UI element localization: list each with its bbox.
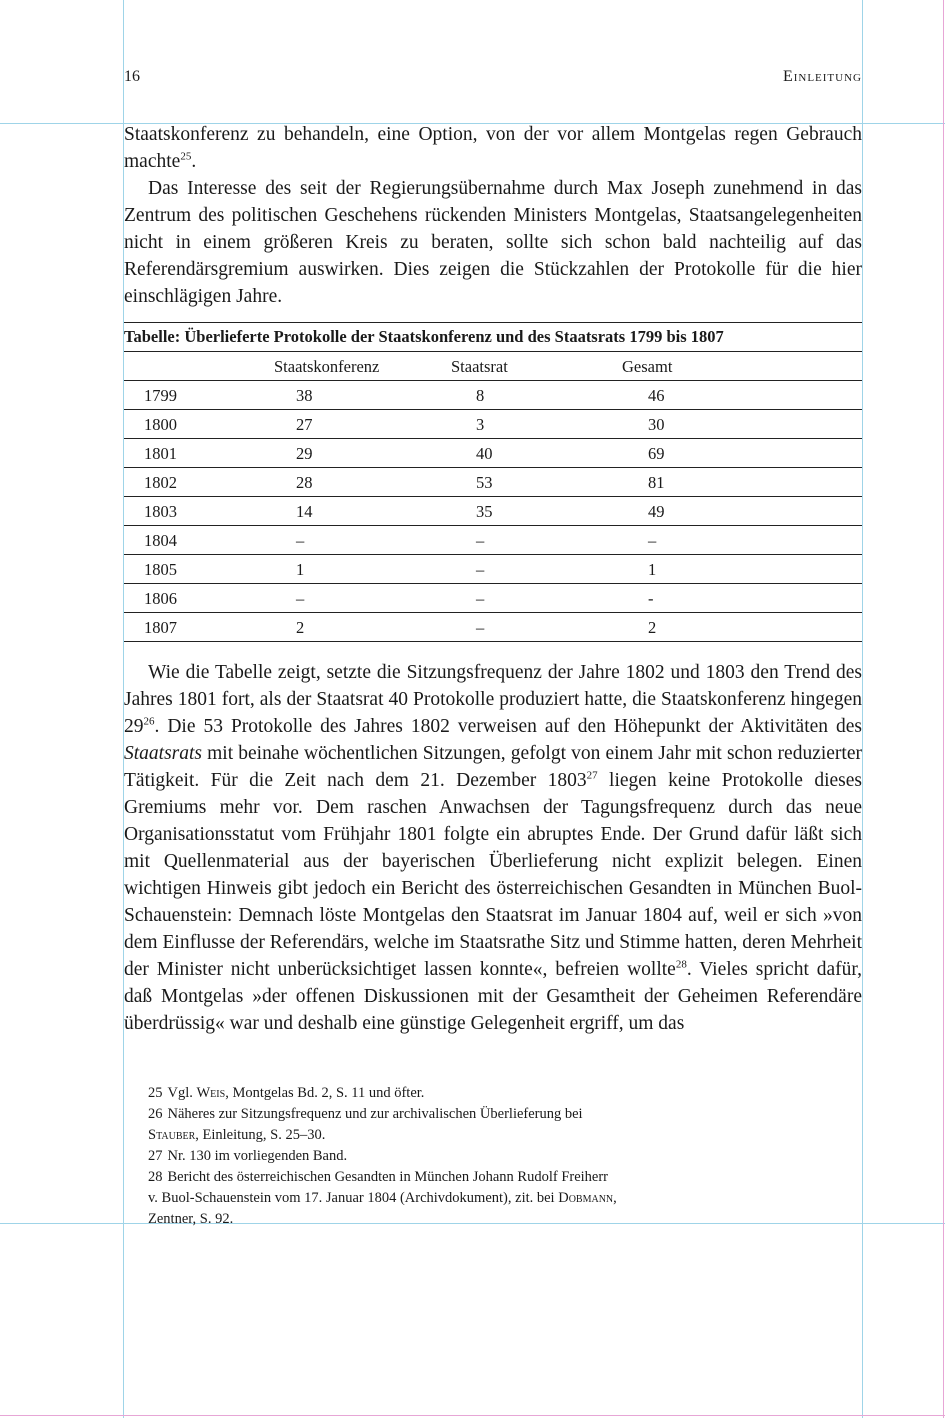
table-row [124,439,862,468]
gesamt-cell: 49 [648,502,665,521]
author-name: Weis [196,1085,226,1101]
staatsrat-cell: – [476,618,485,637]
page-number: 16 [124,68,140,85]
staatskonferenz-cell: – [296,531,305,550]
margin-bottom [0,1415,945,1416]
staatsrat-cell: 3 [476,415,485,434]
staatskonferenz-cell: 1 [296,560,305,579]
table-row [124,381,862,410]
staatsrat-cell: – [476,560,485,579]
staatskonferenz-cell: – [296,589,305,608]
staatsrat-cell: – [476,589,485,608]
staatskonferenz-cell: 27 [296,415,313,434]
table-row [124,497,862,526]
table-header-cell: Staatsrat [451,357,508,376]
footnote-27: 27 Nr. 130 im vorliegenden Band. [148,1146,788,1167]
year-cell: 1804 [144,531,177,550]
author-name: Stauber [148,1127,196,1143]
gesamt-cell: - [648,589,654,608]
year-cell: 1805 [144,560,177,579]
table-row [124,584,862,613]
table-row [124,468,862,497]
year-cell: 1806 [144,589,177,608]
year-cell: 1799 [144,386,177,405]
gesamt-cell: 1 [648,560,657,579]
footnote-ref-27[interactable]: 27 [586,769,598,782]
guide-right [862,0,863,1418]
protocol-table [124,322,862,642]
table-header-cell: Staatskonferenz [274,357,380,376]
paragraph-2: Das Interesse des seit der Regierungsübernahme durch Max Joseph zunehmend in das Zentrum des politischen Geschehens rückenden Ministers Montgelas, Staatsangelegenheiten nicht in einem größeren Kreis zu beraten, sollte sich schon bald nachteilig auf das Referendärsgremium auswirken. Dies zeigen die Stückzahlen der Protokolle für die hier einschlägigen Jahre. [124,178,862,307]
footnote-26-cont: Stauber, Einleitung, S. 25–30. [148,1127,326,1143]
running-title: Einleitung [782,68,862,85]
staatsrat-cell: 40 [476,444,493,463]
footnotes [148,1083,788,1230]
table-header-row [124,352,862,381]
year-cell: 1800 [144,415,177,434]
footnote-number: 26 [148,1106,163,1122]
year-cell: 1807 [144,618,177,637]
table-row [124,555,862,584]
paragraph-1: Staatskonferenz zu behandeln, eine Option, von der vor allem Montgelas regen Gebrauch machte$^{25}$. [124,124,862,172]
footnote-26: 26 Näheres zur Sitzungsfrequenz und zur archivalischen Überlieferung bei [148,1104,788,1125]
staatsrat-cell: 35 [476,502,493,521]
footnote-28-cont: v. Buol-Schauenstein vom 17. Januar 1804 (Archivdokument), zit. bei Dobmann, [148,1190,617,1206]
gesamt-cell: 2 [648,618,657,637]
emphasis-staatsrats: Staatsrats [124,743,203,764]
footnote-28: 28 Bericht des österreichischen Gesandten in München Johann Rudolf Freiherr [148,1167,788,1188]
staatskonferenz-cell: 14 [296,502,313,521]
footnote-number: 28 [148,1169,163,1185]
staatskonferenz-cell: 2 [296,618,305,637]
margin-right [943,0,944,1418]
gesamt-cell: 81 [648,473,665,492]
gesamt-cell: 30 [648,415,665,434]
year-cell: 1803 [144,502,177,521]
table-row [124,613,862,642]
year-cell: 1801 [144,444,177,463]
running-head [124,68,862,88]
footnote-25: 25 Vgl. Weis, Montgelas Bd. 2, S. 11 und öfter. [148,1083,788,1104]
staatskonferenz-cell: 29 [296,444,313,463]
footnote-28-cont: Zentner, S. 92. [148,1211,234,1227]
footnote-number: 25 [148,1085,163,1101]
gesamt-cell: – [648,531,657,550]
staatsrat-cell: 8 [476,386,485,405]
table-row [124,526,862,555]
staatsrat-cell: – [476,531,485,550]
author-name: Dobmann [558,1190,614,1206]
paragraph-3: Wie die Tabelle zeigt, setzte die Sitzungsfrequenz der Jahre 1802 und 1803 den Trend des Jahres 1801 fort, als der Staatsrat 40 Protokolle produziert hatte, die Staatskonferenz hingegen $29^{26}$. Die 53 Protokolle des Jahres 1802 verweisen auf den Höhepunkt der Aktivitäten des Staatsrats mit beinahe wöchentlichen Sitzungen, gefolgt von einem Jahr mit schon reduzierter Tätigkeit. Für die Zeit nach dem 21. Dezember 1803$^{27}$ liegen keine Protokolle dieses Gremiums mehr vor. Dem raschen Anwachsen der Tagungsfrequenz durch das neue Organisationsstatut vom Frühjahr 1801 folgte ein abruptes Ende. Der Grund dafür läßt sich mit Quellenmaterial aus der bayerischen Überlieferung nicht explizit belegen. Einen wichtigen Hinweis gibt jedoch ein Bericht des österreichischen Gesandten in München Buol-Schauenstein: Demnach löste Montgelas den Staatsrat im Januar 1804 auf, weil er sich »von dem Einflusse der Referendärs, welche im Staatsrathe Sitz und Stimme hatten, deren Mehrheit der Minister nicht unberücksichtiget lassen konnte«, befreien wollte$^{28}$. Vieles spricht dafür, daß Montgelas »der offenen Diskussionen mit der Gesamtheit der Geheimen Referendäre überdrüssig« war und deshalb eine günstige Gelegenheit ergriff, um das [124,662,863,1034]
table-title: Tabelle: Überlieferte Protokolle der Staatskonferenz und des Staatsrats 1799 bis 1807 [124,323,862,352]
footnote-ref-25[interactable]: 25 [180,150,192,163]
staatsrat-cell: 53 [476,473,493,492]
main-text [124,121,862,1037]
staatskonferenz-cell: 38 [296,386,313,405]
year-cell: 1802 [144,473,177,492]
table-row [124,410,862,439]
footnote-ref-28[interactable]: 28 [675,958,687,971]
footnote-number: 27 [148,1148,163,1164]
staatskonferenz-cell: 28 [296,473,313,492]
footnote-ref-26[interactable]: 26 [143,715,155,728]
gesamt-cell: 46 [648,386,665,405]
table-header-cell: Gesamt [622,357,673,376]
gesamt-cell: 69 [648,444,665,463]
